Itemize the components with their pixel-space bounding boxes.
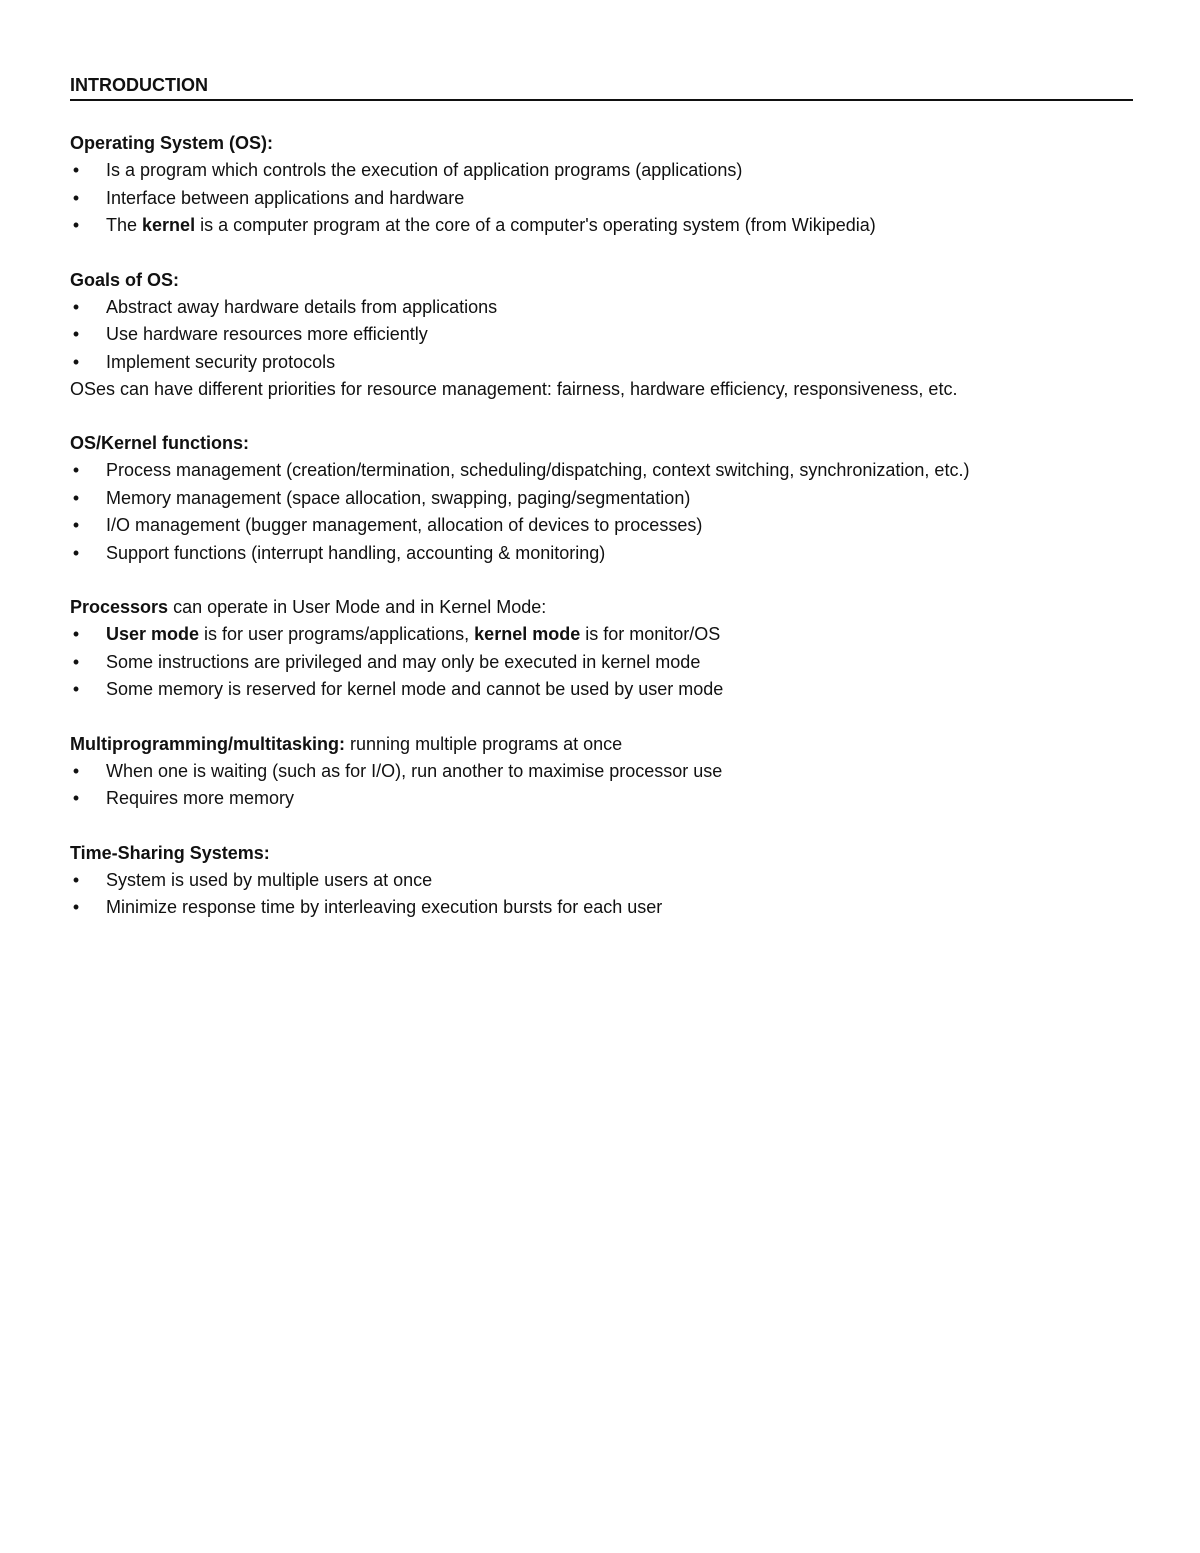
bullet-list — [70, 457, 1133, 567]
bullet-icon: • — [72, 324, 80, 344]
section-processors — [70, 594, 1133, 704]
list-item: • Some memory is reserved for kernel mode and cannot be used by user mode — [70, 676, 1133, 704]
bullet-icon: • — [72, 515, 80, 535]
bullet-list — [70, 758, 1133, 813]
list-item: • Memory management (space allocation, swapping, paging/segmentation) — [70, 485, 1133, 513]
bullet-icon: • — [72, 788, 80, 808]
list-item: • Minimize response time by interleaving execution bursts for each user — [70, 894, 1133, 922]
bullet-icon: • — [72, 460, 80, 480]
list-item: • Implement security protocols — [70, 349, 1133, 377]
list-item: • Is a program which controls the execution of application programs (applications) — [70, 157, 1133, 185]
section-heading: Goals of OS: — [70, 269, 180, 290]
bullet-list — [70, 867, 1133, 922]
list-item: • Interface between applications and hardware — [70, 185, 1133, 213]
bullet-list — [70, 294, 1133, 377]
list-item: • Support functions (interrupt handling, accounting & monitoring) — [70, 540, 1133, 568]
bullet-icon: • — [72, 160, 80, 180]
list-item: • Process management (creation/termination, scheduling/dispatching, context switching, synchronization, etc.) — [70, 457, 1133, 485]
bullet-list — [70, 157, 1133, 240]
bullet-icon: • — [72, 351, 80, 372]
section-heading: Time-Sharing Systems: — [70, 842, 270, 863]
bullet-icon: • — [72, 897, 80, 917]
bullet-list — [70, 621, 1133, 704]
section-heading: Processors can operate in User Mode and in Kernel Mode: — [70, 597, 547, 617]
bullet-icon: • — [72, 651, 80, 672]
list-item: • I/O management (bugger management, allocation of devices to processes) — [70, 512, 1133, 540]
section-goals — [70, 267, 1133, 404]
section-operating-system — [70, 130, 1133, 240]
bullet-icon: • — [72, 869, 80, 890]
list-item: • The kernel is a computer program at the core of a computer's operating system (from Wikipedia) — [70, 212, 1133, 240]
section-kernel-functions — [70, 430, 1133, 567]
section-heading: Operating System (OS): — [70, 133, 274, 153]
document-page — [70, 74, 1133, 922]
list-item: • System is used by multiple users at once — [70, 867, 1133, 895]
bullet-icon: • — [72, 187, 80, 208]
section-multiprogramming — [70, 731, 1133, 813]
bullet-icon: • — [72, 624, 80, 644]
list-item: • When one is waiting (such as for I/O), run another to maximise processor use — [70, 758, 1133, 786]
list-item: • Requires more memory — [70, 785, 1133, 813]
bullet-icon: • — [72, 542, 80, 563]
list-item: • Abstract away hardware details from applications — [70, 294, 1133, 322]
section-heading: Multiprogramming/multitasking: running multiple programs at once — [70, 733, 623, 754]
section-note: OSes can have different priorities for resource management: fairness, hardware efficiency, responsiveness, etc. — [70, 379, 958, 399]
section-time-sharing — [70, 840, 1133, 922]
bullet-icon: • — [72, 760, 80, 781]
list-item: • User mode is for user programs/applications, kernel mode is for monitor/OS — [70, 621, 1133, 649]
section-heading: OS/Kernel functions: — [70, 433, 250, 453]
bullet-icon: • — [72, 679, 80, 699]
list-item: • Use hardware resources more efficiently — [70, 321, 1133, 349]
bullet-icon: • — [72, 215, 80, 235]
bullet-icon: • — [72, 487, 80, 508]
page-title: INTRODUCTION — [70, 74, 1133, 101]
list-item: • Some instructions are privileged and may only be executed in kernel mode — [70, 649, 1133, 677]
bullet-icon: • — [72, 296, 80, 317]
